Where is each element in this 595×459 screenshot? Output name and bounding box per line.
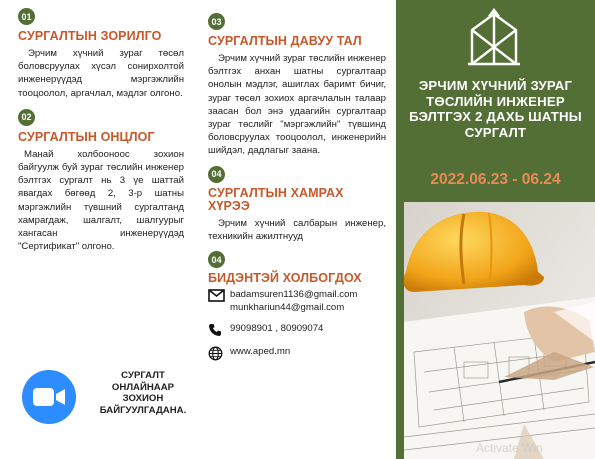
email-icon	[208, 289, 225, 302]
section-title-contact: БИДЭНТЭЙ ХОЛБОГДОХ	[208, 271, 362, 286]
zoom-logo	[22, 370, 76, 424]
engineers-photo-illustration	[404, 202, 595, 459]
contact-email	[208, 289, 386, 314]
website-link[interactable]: www.aped.mn	[230, 346, 291, 358]
engineers-photo	[404, 202, 595, 459]
contact-web	[208, 346, 386, 361]
globe-icon	[208, 346, 223, 361]
section-number-badge: 04	[208, 166, 225, 183]
section-number-badge: 02	[18, 109, 35, 126]
phone-icon	[208, 323, 222, 337]
section-title-scope: СУРГАЛТЫН ХАМРАХ ХҮРЭЭ	[208, 185, 344, 213]
section-body-features: Манай холбооноос зохион байгуулж буй зураг төслийн инженер бэлтгэх сургалт нь 3 үе шаттай явагдах бөгөөд 2, 3-р шатны мэргэжлийн түвшний сургалтанд хамрагдаж, шалгалт, шалгуурыг хангасан инженерүүдэд "Сертификат" олгоно.	[18, 148, 184, 253]
section-number-badge: 01	[18, 8, 35, 25]
email-link[interactable]: munkhariun44@gmail.com	[230, 301, 345, 313]
contact-phone	[208, 323, 386, 337]
phone-number: 99098901 , 80909074	[230, 323, 324, 335]
logo-icon	[464, 8, 524, 66]
section-number-badge: 04	[208, 251, 225, 268]
section-body-advantages: Эрчим хүчний зураг төслийн инженер бэлтгэх анхан шатны сургалтаар онолын мэдлэг, ашиглах баримт бичиг, зураг төсөл зохиох аргачлалын талаар заасан бол энэ удаагийн сургалтаар зураг төслийг "мэргэжлийн" түвшинд боловсруулах тооцоолол, инженерийн шийдэл, дадлагыг заана.	[208, 53, 386, 157]
section-number-badge: 03	[208, 13, 225, 30]
brochure-title: ЭРЧИМ ХҮЧНИЙ ЗУРАГ ТӨСЛИЙН ИНЖЕНЕР БЭЛТГЭХ 2 ДАХЬ ШАТНЫ СУРГАЛТ	[409, 78, 582, 140]
section-title-goal: СУРГАЛТЫН ЗОРИЛГО	[18, 29, 162, 43]
activation-watermark: Activate Win	[476, 441, 543, 455]
section-title-advantages: СУРГАЛТЫН ДАВУУ ТАЛ	[208, 34, 362, 48]
section-title-features: СУРГАЛТЫН ОНЦЛОГ	[18, 129, 155, 144]
section-body-scope: Эрчим хүчний салбарын инженер, техникийн ажилтнууд	[208, 217, 386, 242]
section-body-goal: Эрчим хүчний зураг төсөл боловсруулах хүсэл сонирхолтой инженерүүдэд мэргэжлийн тооцоолол, аргачлал, мэдлэг олгоно.	[18, 48, 184, 99]
middle-panel	[196, 0, 396, 459]
training-dates: 2022.06.23 - 06.24	[430, 171, 561, 188]
online-note: СУРГАЛТ ОНЛАЙНААР ЗОХИОН БАЙГУУЛГАДАНА.	[99, 370, 187, 416]
zoom-camera-icon	[32, 386, 66, 408]
email-link[interactable]: badamsuren1136@gmail.com	[230, 289, 358, 301]
